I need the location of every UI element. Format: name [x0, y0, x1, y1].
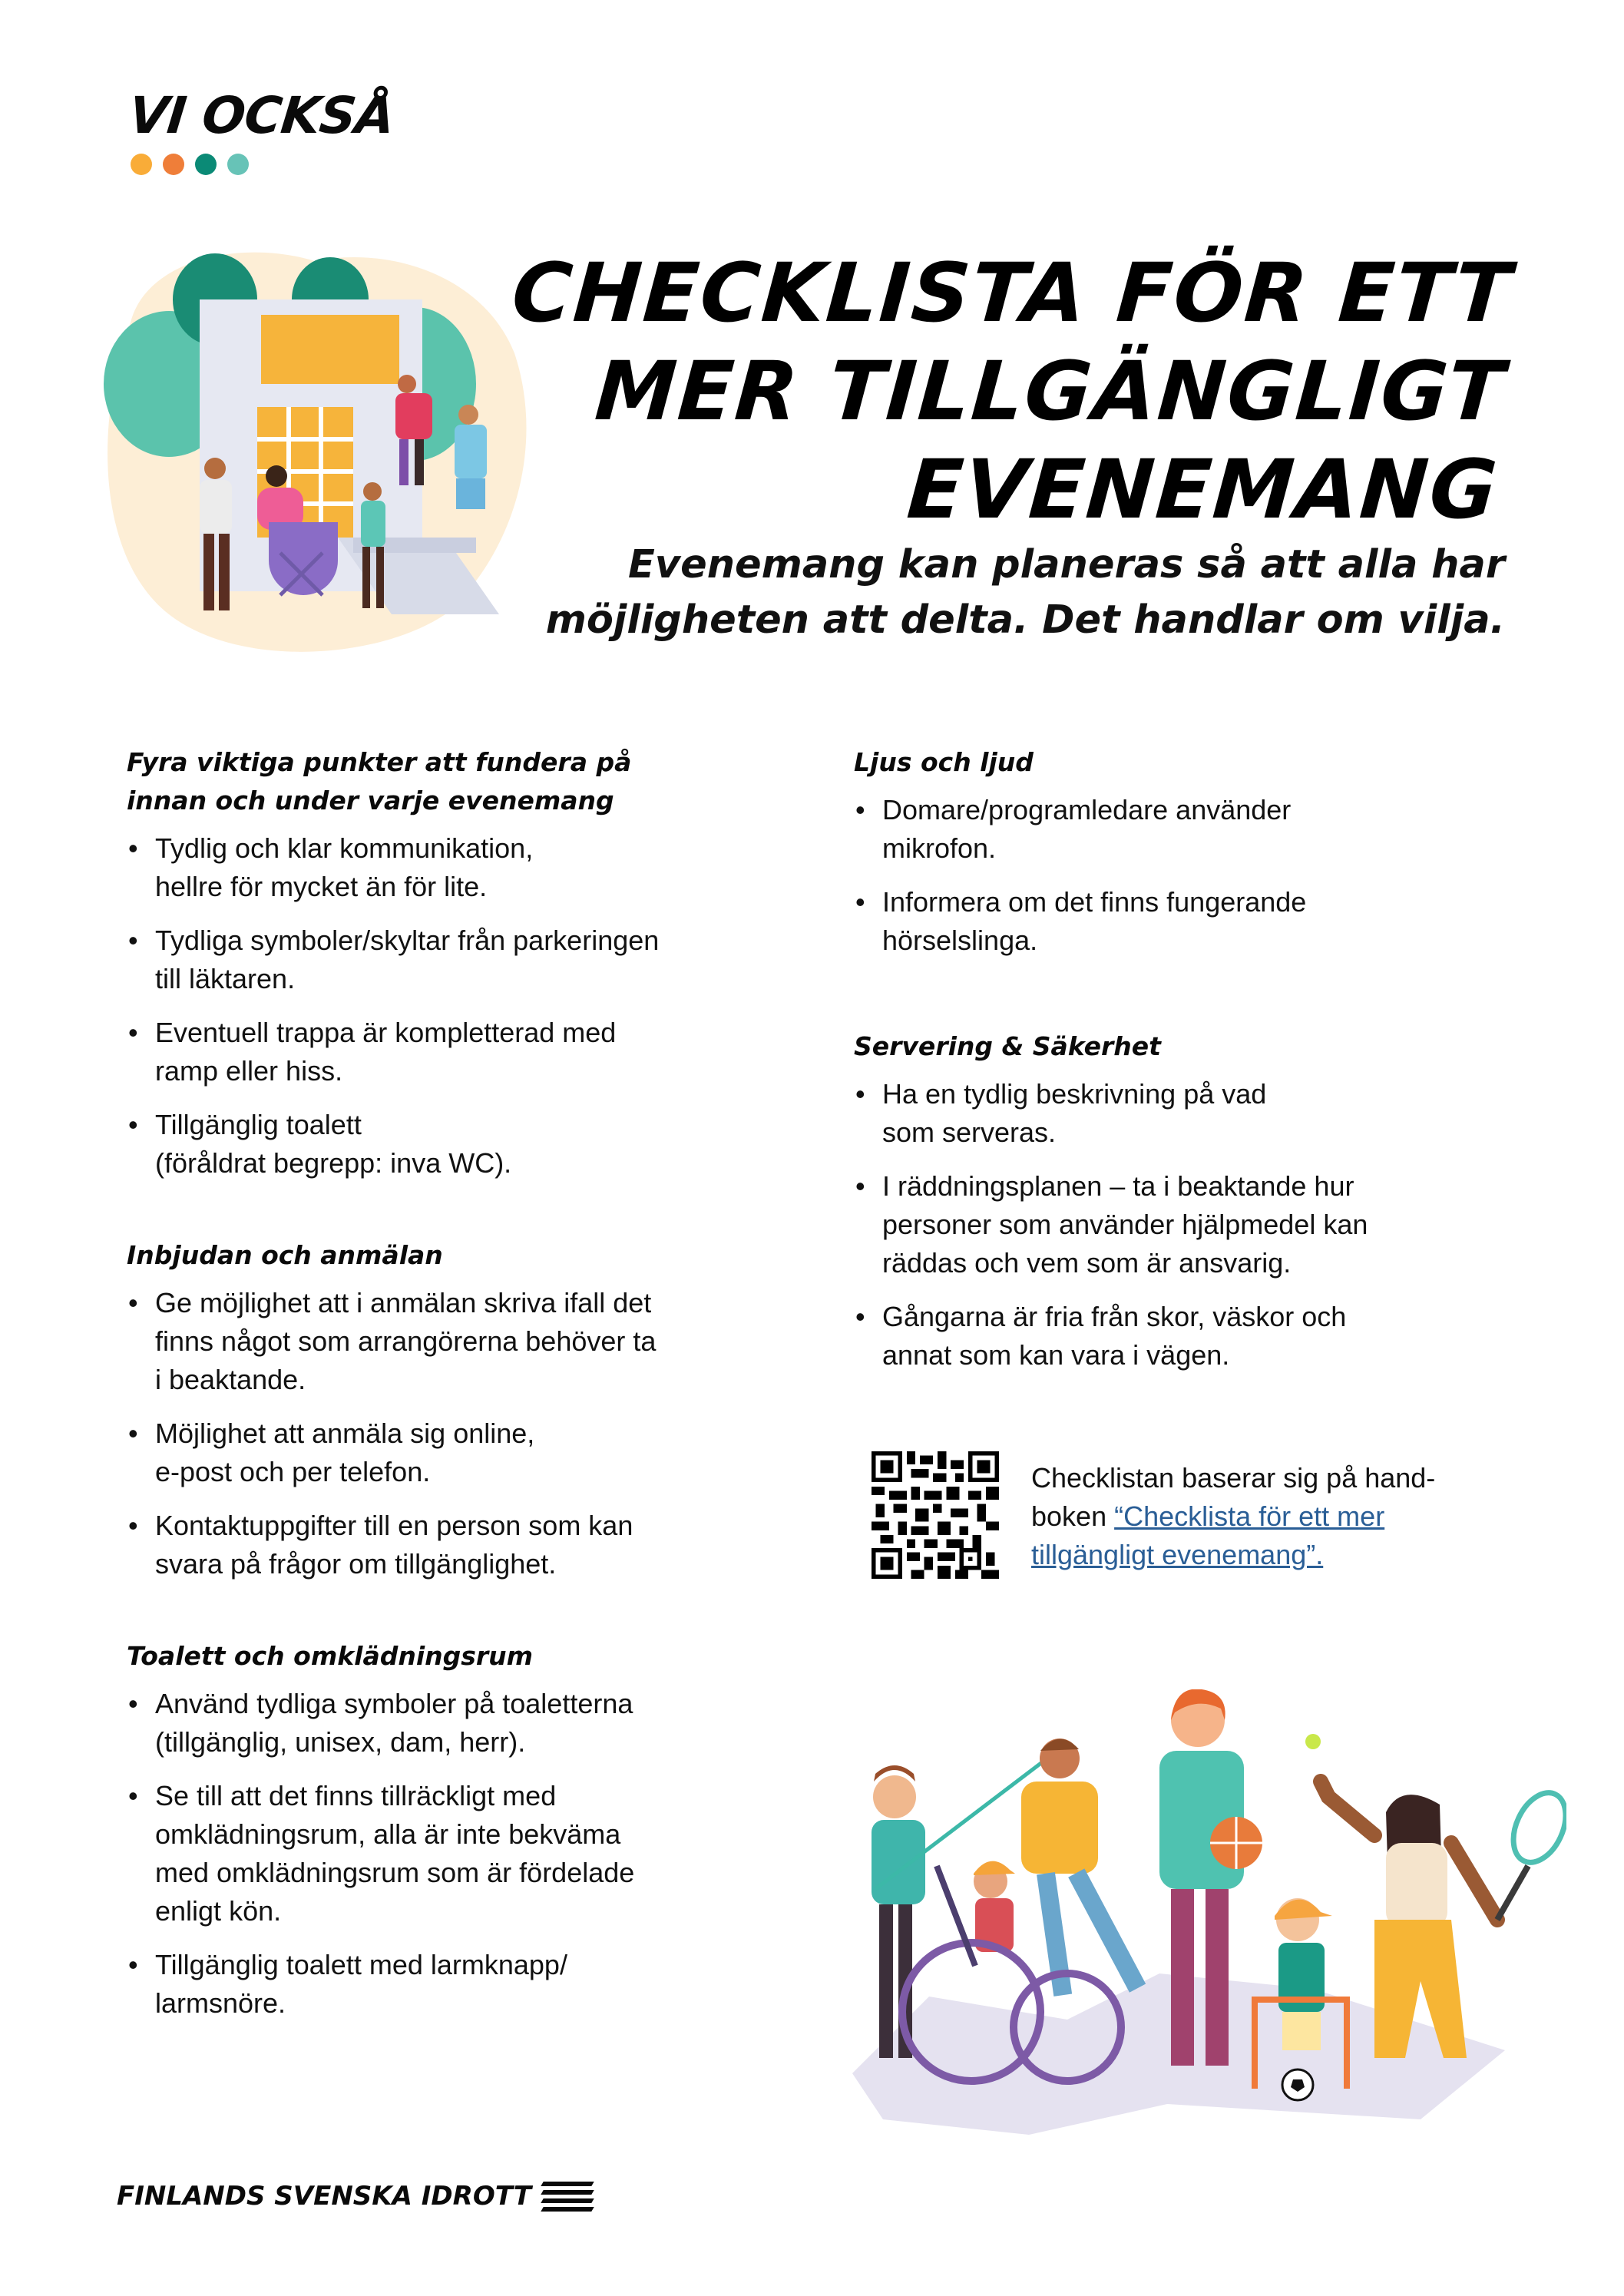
- dot-icon: [227, 154, 249, 175]
- right-column: [854, 743, 1514, 1411]
- dot-icon: [195, 154, 217, 175]
- section-title: Ljus och ljud: [854, 747, 1034, 777]
- handbook-link[interactable]: “Checklista för ett mer tillgängligt evenemang”.: [1031, 1500, 1385, 1570]
- checklist: [854, 1075, 1514, 1375]
- checklist-item: • Informera om det finns fungerande hörselslinga.: [854, 883, 1514, 960]
- page-title: [481, 244, 1516, 539]
- checklist-section: [854, 743, 1514, 960]
- stripes-icon: [542, 2182, 593, 2212]
- page-subtitle: [491, 538, 1505, 648]
- brand-logo: [126, 86, 398, 175]
- brand-title: VI OCKSÅ: [126, 86, 398, 145]
- checklist: [127, 1685, 787, 2023]
- checklist-item: • Tillgänglig toalett med larmknapp/ larmsnöre.: [127, 1946, 787, 2023]
- title-line: CHECKLISTA FÖR ETT: [508, 246, 1516, 340]
- checklist-section: [127, 1637, 787, 2023]
- inclusive-sports-illustration: [837, 1689, 1566, 2135]
- checklist-section: [127, 743, 787, 1183]
- subtitle-line: Evenemang kan planeras så att alla har: [628, 542, 1505, 587]
- footer-logo: [117, 2181, 593, 2212]
- checklist-item: • Kontaktuppgifter till en person som kan svara på frågor om tillgänglighet.: [127, 1507, 787, 1583]
- brand-dots: [131, 154, 394, 175]
- checklist-item: • Använd tydliga symboler på toaletterna (tillgänglig, unisex, dam, herr).: [127, 1685, 787, 1762]
- title-line: EVENEMANG: [904, 442, 1502, 537]
- checklist-item: • Möjlighet att anmäla sig online, e-post och per telefon.: [127, 1414, 787, 1491]
- checklist: [854, 791, 1514, 960]
- dot-icon: [163, 154, 184, 175]
- section-title: Inbjudan och anmälan: [127, 1240, 443, 1270]
- accessible-venue-illustration: [84, 230, 537, 660]
- qr-code-icon[interactable]: [872, 1451, 999, 1579]
- subtitle-line: möjligheten att delta. Det handlar om vilja.: [545, 597, 1505, 643]
- checklist-item: • Tydliga symboler/skyltar från parkeringen till läktaren.: [127, 921, 787, 998]
- checklist-item: • Se till att det finns tillräckligt med omklädningsrum, alla är inte bekväma med omklädningsrum som är fördelade enligt kön.: [127, 1777, 787, 1930]
- org-name: FINLANDS SVENSKA IDROTT: [117, 2181, 531, 2212]
- checklist-item: • I räddningsplanen – ta i beaktande hur personer som använder hjälpmedel kan räddas och vem som är ansvarig.: [854, 1167, 1514, 1282]
- checklist-section: [854, 1027, 1514, 1375]
- section-title: Fyra viktiga punkter att fundera på innan och under varje evenemang: [127, 747, 632, 816]
- checklist-item: • Tillgänglig toalett (föråldrat begrepp: inva WC).: [127, 1106, 787, 1183]
- section-title: Servering & Säkerhet: [854, 1031, 1161, 1061]
- checklist: [127, 1284, 787, 1583]
- checklist-item: • Eventuell trappa är kompletterad med ramp eller hiss.: [127, 1014, 787, 1090]
- checklist-item: • Tydlig och klar kommunikation, hellre för mycket än för lite.: [127, 829, 787, 906]
- left-column: [127, 743, 787, 2059]
- checklist-item: • Domare/programledare använder mikrofon.: [854, 791, 1514, 868]
- checklist-item: • Ha en tydlig beskrivning på vad som serveras.: [854, 1075, 1514, 1152]
- reference-block: [872, 1451, 1538, 1579]
- reference-text: Checklistan baserar sig på hand- boken “Checklista för ett mer tillgängligt evenemang”.: [1031, 1462, 1436, 1570]
- title-line: MER TILLGÄNGLIGT: [592, 344, 1509, 438]
- checklist-section: [127, 1236, 787, 1583]
- section-title: Toalett och omklädningsrum: [127, 1641, 534, 1671]
- checklist-item: • Gångarna är fria från skor, väskor och annat som kan vara i vägen.: [854, 1298, 1514, 1375]
- checklist-item: • Ge möjlighet att i anmälan skriva ifall det finns något som arrangörerna behöver ta i beaktande.: [127, 1284, 787, 1399]
- checklist: [127, 829, 787, 1183]
- dot-icon: [131, 154, 152, 175]
